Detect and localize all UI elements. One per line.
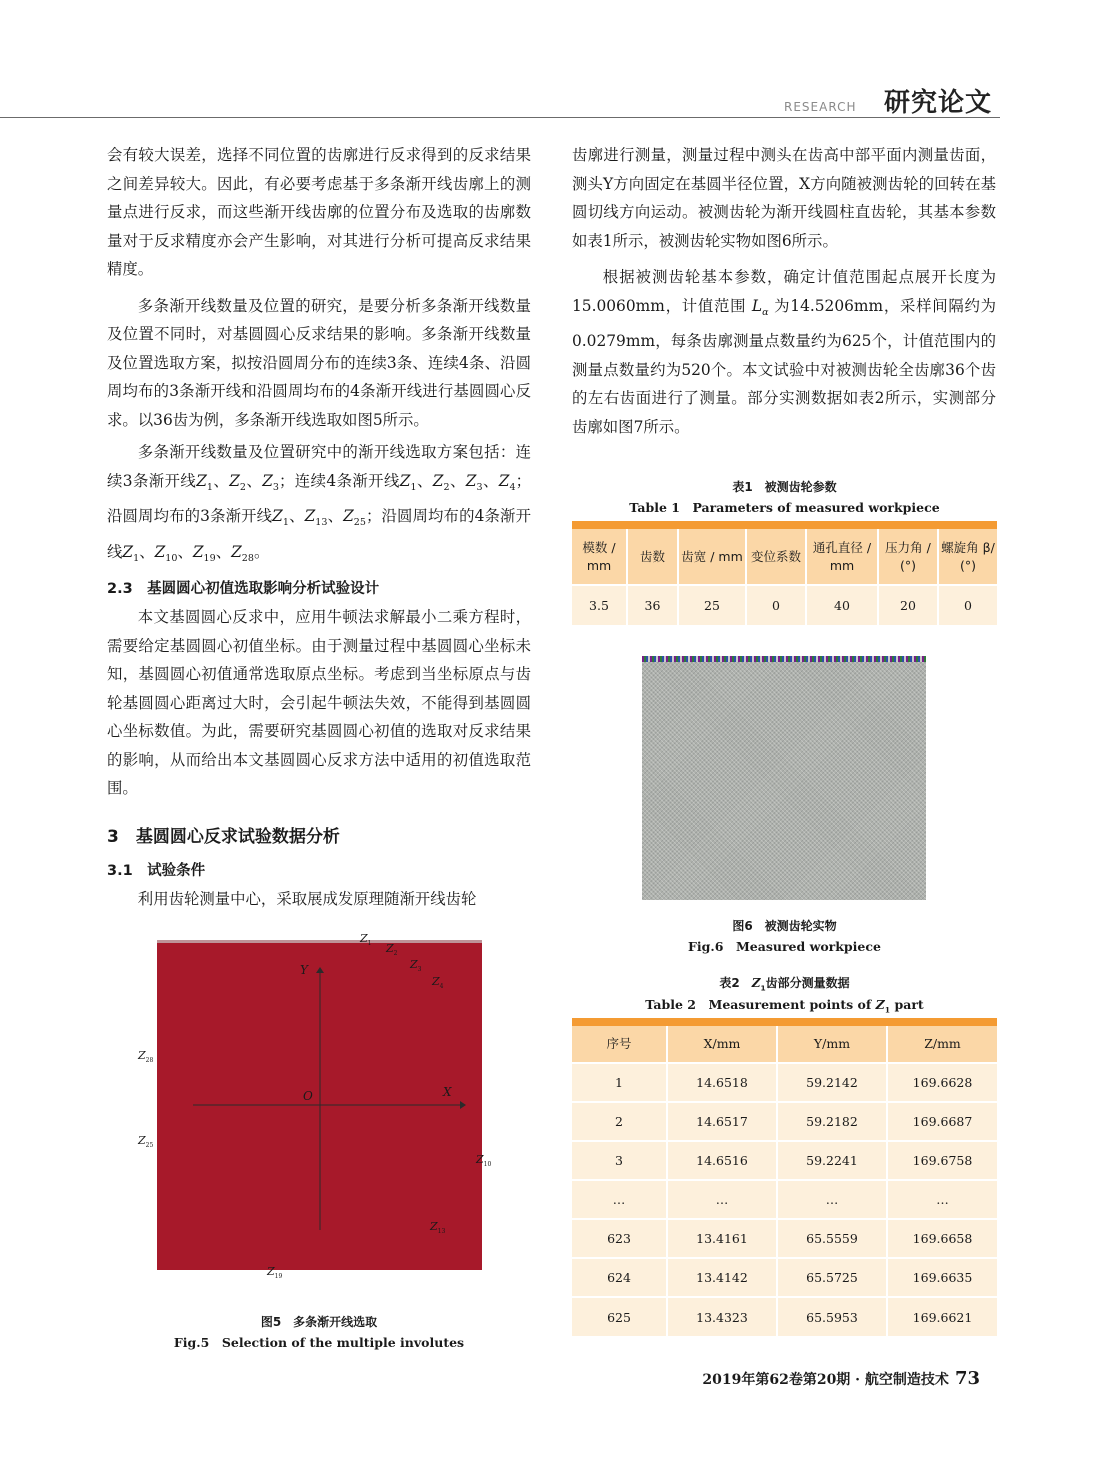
t1-header-cell: 模数 / mm bbox=[572, 529, 627, 585]
t2-cell: 169.6635 bbox=[887, 1258, 997, 1297]
left-paragraph-2: 多条渐开线数量及位置的研究，是要分析多条渐开线数量及位置不同时，对基圆圆心反求结果的影响。多条渐开线数量及位置选取方案，拟按沿圆周分布的连续3条、连续4条、沿圆周均布的3条渐开线和沿圆周均布的4条渐开线进行基圆圆心反求。以36齿为例，多条渐开线选取如图5所示。 bbox=[107, 296, 531, 429]
left-paragraph-3: 多条渐开线数量及位置研究中的渐开线选取方案包括：连续3条渐开线$Z_1$、$Z_2$、$Z_3$；连续4条渐开线$Z_1$、$Z_2$、$Z_3$、$Z_4$；沿圆周均布的3条渐开线$Z_1$、$Z_{13}$、$Z_{25}$；沿圆周均布的4条渐开线$Z_1$、$Z_{10}$、$Z_{19}$、$Z_{28}$。 bbox=[107, 443, 531, 564]
table-row bbox=[572, 1180, 997, 1219]
section-heading-3: 3 基圆圆心反求试验数据分析 bbox=[107, 826, 340, 847]
t2-cell: 14.6516 bbox=[667, 1141, 777, 1180]
figure-5-caption-en: Fig.5 Selection of the multiple involutes bbox=[173, 1335, 465, 1350]
table-2-caption-en: Table 2 Measurement points of $Z_1$ part bbox=[645, 997, 924, 1015]
t1-header-cell: 螺旋角 β/ (°) bbox=[938, 529, 997, 585]
t2-cell: 59.2241 bbox=[777, 1141, 887, 1180]
right-paragraph-2: 根据被测齿轮基本参数，确定计值范围起点展开长度为15.0060mm，计值范围 $L_\alpha$ 为14.5206mm，采样间隔约为0.0279mm，每条齿廓测量点数量约为625个，计值范围内的测量点数量约为520个。本文试验中对被测齿轮全齿廓36个齿的左右齿面进行了测量。部分实测数据如表2所示，实测部分齿廓如图7所示。 bbox=[572, 268, 996, 436]
x-axis-label: X bbox=[443, 1085, 452, 1099]
left-column bbox=[107, 141, 531, 913]
section-heading-3-1: 3.1 试验条件 bbox=[107, 862, 206, 879]
right-paragraph-1: 齿廓进行测量，测量过程中测头在齿高中部平面内测量齿面，测头Y方向固定在基圆半径位置，X方向随被测齿轮的回转在基圆切线方向运动。被测齿轮为渐开线圆柱直齿轮，其基本参数如表1所示，被测齿轮实物如图6所示。 bbox=[572, 146, 996, 250]
left-paragraph-5: 利用齿轮测量中心，采取展成发原理随渐开线齿轮 bbox=[137, 889, 477, 908]
header-rule bbox=[0, 117, 1000, 118]
t2-cell: 169.6621 bbox=[887, 1297, 997, 1336]
table-2-grid bbox=[572, 1026, 997, 1336]
t2-cell: 2 bbox=[572, 1102, 667, 1141]
t2-cell: 623 bbox=[572, 1219, 667, 1258]
t2-cell: 169.6658 bbox=[887, 1219, 997, 1258]
t2-cell: … bbox=[667, 1180, 777, 1219]
t2-cell: 59.2182 bbox=[777, 1102, 887, 1141]
t1-cell: 0 bbox=[938, 585, 997, 625]
t2-cell: 65.5559 bbox=[777, 1219, 887, 1258]
t1-cell: 36 bbox=[627, 585, 678, 625]
figure-6-photo bbox=[642, 656, 926, 900]
t2-cell: 169.6758 bbox=[887, 1141, 997, 1180]
t2-cell: 625 bbox=[572, 1297, 667, 1336]
origin-label: O bbox=[303, 1089, 313, 1103]
t1-header-cell: 变位系数 bbox=[746, 529, 806, 585]
t1-header-cell: 齿数 bbox=[627, 529, 678, 585]
figure-6-caption-en: Fig.6 Measured workpiece bbox=[688, 939, 881, 954]
t2-header-cell: Y/mm bbox=[777, 1026, 887, 1063]
y-axis-label: Y bbox=[300, 963, 308, 977]
left-paragraph-1: 会有较大误差，选择不同位置的齿廓进行反求得到的反求结果之间差异较大。因此，有必要考虑基于多条渐开线齿廓上的测量点进行反求，而这些渐开线齿廓的位置分布及选取的齿廓数量对于反求精度亦会产生影响，对其进行分析可提高反求结果精度。 bbox=[107, 146, 531, 278]
label-z4: $Z_4$ bbox=[432, 975, 444, 990]
label-z3: $Z_3$ bbox=[410, 958, 422, 973]
label-z1: $Z_1$ bbox=[360, 932, 372, 947]
t2-cell: … bbox=[777, 1180, 887, 1219]
table-2-caption-cn: 表2 $Z_1$齿部分测量数据 bbox=[719, 976, 850, 993]
journal-issue: 2019年第62卷第20期 · 航空制造技术 bbox=[702, 1372, 949, 1388]
table-1-caption-en: Table 1 Parameters of measured workpiece bbox=[629, 500, 940, 515]
section-heading-2-3: 2.3 基圆圆心初值选取影响分析试验设计 bbox=[107, 581, 380, 598]
table-1-data-row bbox=[572, 585, 997, 625]
t2-header-cell: Z/mm bbox=[887, 1026, 997, 1063]
table-1-top-bar bbox=[572, 521, 997, 529]
label-z25: $Z_{25}$ bbox=[138, 1134, 154, 1149]
label-z28: $Z_{28}$ bbox=[138, 1049, 154, 1064]
t2-header-cell: 序号 bbox=[572, 1026, 667, 1063]
t1-header-cell: 齿宽 / mm bbox=[678, 529, 746, 585]
label-z13: $Z_{13}$ bbox=[430, 1220, 446, 1235]
header-research: RESEARCH bbox=[784, 100, 857, 114]
t2-cell: 14.6517 bbox=[667, 1102, 777, 1141]
table-row bbox=[572, 1297, 997, 1336]
right-column bbox=[572, 141, 996, 441]
t2-cell: 13.4142 bbox=[667, 1258, 777, 1297]
t2-cell: 624 bbox=[572, 1258, 667, 1297]
t1-cell: 40 bbox=[806, 585, 878, 625]
left-paragraph-4: 本文基圆圆心反求中，应用牛顿法求解最小二乘方程时，需要给定基圆圆心初值坐标。由于测量过程中基圆圆心坐标未知，基圆圆心初值通常选取原点坐标。考虑到当坐标原点与齿轮基圆圆心距离过大时，会引起牛顿法失效，不能得到基圆圆心坐标数值。为此，需要研究基圆圆心初值的选取对反求结果的影响，从而给出本文基圆圆心反求方法中适用的初值选取范围。 bbox=[107, 608, 531, 798]
t2-header-cell: X/mm bbox=[667, 1026, 777, 1063]
table-row bbox=[572, 1063, 997, 1102]
t1-header-cell: 通孔直径 / mm bbox=[806, 529, 878, 585]
t2-cell: 65.5725 bbox=[777, 1258, 887, 1297]
page-number: 73 bbox=[954, 1368, 980, 1389]
t1-header-cell: 压力角 / (°) bbox=[878, 529, 938, 585]
t2-cell: 3 bbox=[572, 1141, 667, 1180]
t2-cell: … bbox=[572, 1180, 667, 1219]
label-z19: $Z_{19}$ bbox=[267, 1265, 283, 1280]
t2-cell: 13.4161 bbox=[667, 1219, 777, 1258]
figure-6-caption-cn: 图6 被测齿轮实物 bbox=[732, 919, 837, 933]
t2-cell: 65.5953 bbox=[777, 1297, 887, 1336]
t2-cell: … bbox=[887, 1180, 997, 1219]
t1-cell: 20 bbox=[878, 585, 938, 625]
figure-5-caption-cn: 图5 多条渐开线选取 bbox=[260, 1315, 378, 1329]
table-1-grid bbox=[572, 529, 997, 625]
table-1-header-row bbox=[572, 529, 997, 585]
t1-cell: 3.5 bbox=[572, 585, 627, 625]
table-2 bbox=[572, 1018, 997, 1336]
table-1-caption-cn: 表1 被测齿轮参数 bbox=[732, 480, 837, 494]
table-2-header-row bbox=[572, 1026, 997, 1063]
header-column-title: 研究论文 bbox=[884, 88, 993, 118]
t2-cell: 169.6628 bbox=[887, 1063, 997, 1102]
table-2-top-bar bbox=[572, 1018, 997, 1026]
table-row bbox=[572, 1141, 997, 1180]
table-row bbox=[572, 1102, 997, 1141]
t2-cell: 1 bbox=[572, 1063, 667, 1102]
figure-5-diagram bbox=[130, 925, 510, 1285]
t2-cell: 59.2142 bbox=[777, 1063, 887, 1102]
t2-cell: 14.6518 bbox=[667, 1063, 777, 1102]
table-row bbox=[572, 1219, 997, 1258]
label-z2: $Z_2$ bbox=[386, 942, 398, 957]
page-footer bbox=[702, 1368, 980, 1389]
t2-cell: 169.6687 bbox=[887, 1102, 997, 1141]
t2-cell: 13.4323 bbox=[667, 1297, 777, 1336]
t1-cell: 25 bbox=[678, 585, 746, 625]
table-1 bbox=[572, 521, 997, 625]
table-row bbox=[572, 1258, 997, 1297]
t1-cell: 0 bbox=[746, 585, 806, 625]
label-z10: $Z_{10}$ bbox=[476, 1153, 492, 1168]
